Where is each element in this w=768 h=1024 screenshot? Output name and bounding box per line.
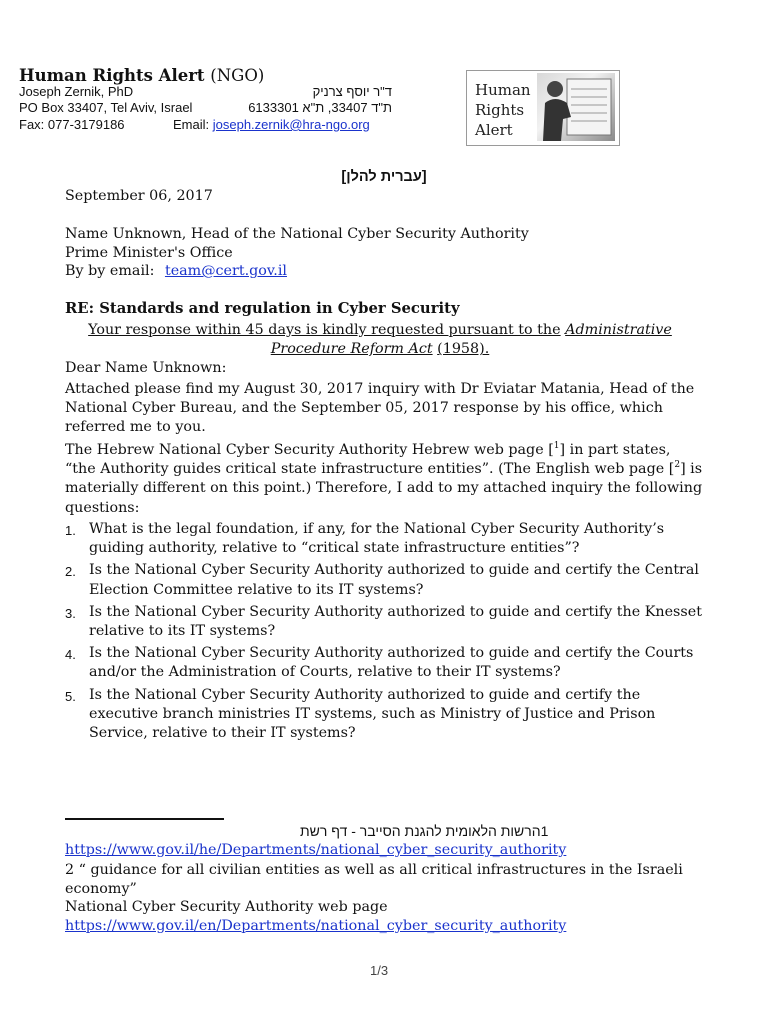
sender-name-en: Joseph Zernik, PhD — [19, 84, 134, 99]
footnote-ref-2[interactable]: 2 — [674, 460, 681, 471]
question-text: Is the National Cyber Security Authority authorized to guide and certify the Knesset relative to its IT systems? — [89, 603, 702, 640]
sender-email-link[interactable]: joseph.zernik@hra-ngo.org — [212, 117, 370, 132]
response-request — [70, 321, 690, 359]
question-number: 1. — [65, 523, 76, 538]
list-item — [65, 520, 705, 558]
request-act-year: (1958). — [437, 341, 490, 358]
request-act-name: Administrative Procedure Reform Act — [270, 322, 672, 358]
org-name — [19, 66, 264, 85]
question-number: 2. — [65, 564, 76, 580]
footnote-1-hebrew — [300, 823, 700, 839]
footnote-1-link[interactable]: https://www.gov.il/he/Departments/national_cyber_security_authority — [65, 842, 567, 858]
paragraph-text: The Hebrew National Cyber Security Authority Hebrew web page [ — [65, 442, 554, 458]
question-text: Is the National Cyber Security Authority authorized to guide and certify the Courts and/or the Administration of Courts, relative to their IT systems? — [89, 645, 694, 681]
footnote-1-number: 1 — [540, 823, 549, 839]
subject-line: RE: Standards and regulation in Cyber Security — [65, 300, 460, 317]
address-he: ת"ד 33407, ת"א 6133301 — [248, 100, 392, 115]
email-row — [173, 117, 370, 132]
address-en: PO Box 33407, Tel Aviv, Israel — [19, 100, 193, 115]
questions-list — [65, 520, 705, 746]
footnote-2-text: 2 “ guidance for all civilian entities as well as all critical infrastructures in the Israeli economy” — [65, 862, 683, 898]
footnote-2-label: National Cyber Security Authority web page — [65, 899, 388, 915]
recipient-email-prefix: By by email: — [65, 263, 155, 279]
sender-name-he: ד"ר יוסף צרניק — [312, 84, 392, 99]
logo-wordmark — [475, 80, 531, 140]
question-number: 4. — [65, 647, 76, 663]
logo-photo — [537, 73, 615, 141]
list-item — [65, 603, 705, 641]
list-item — [65, 686, 705, 744]
email-label: Email: — [173, 117, 210, 132]
letter-date: September 06, 2017 — [65, 188, 213, 204]
question-text: What is the legal foundation, if any, for the National Cyber Security Authority’s guiding authority, relative to “critical state infrastructure entities”? — [89, 521, 665, 557]
question-text: Is the National Cyber Security Authority authorized to guide and certify the executive branch ministries IT systems, such as Ministry of Justice and Prison Service, relative to their IT systems? — [89, 686, 656, 742]
list-item — [65, 644, 705, 682]
footnote-separator — [65, 818, 224, 820]
logo-line: Alert — [475, 121, 513, 139]
logo-line: Human — [475, 81, 531, 99]
salutation: Dear Name Unknown: — [65, 360, 227, 376]
org-suffix: (NGO) — [210, 66, 265, 85]
footnote-ref-1[interactable]: 1 — [553, 441, 560, 452]
recipient-line-2: Prime Minister's Office — [65, 245, 233, 261]
recipient-line-1: Name Unknown, Head of the National Cyber Security Authority — [65, 226, 529, 242]
question-number: 3. — [65, 605, 76, 621]
paragraph-text: ] is materially different on this point.) Therefore, I add to my attached inquiry the following questions: — [65, 461, 703, 516]
logo-line: Rights — [475, 101, 525, 119]
hra-logo — [466, 70, 620, 146]
fax-number: Fax: 077-3179186 — [19, 117, 125, 132]
paragraph-web-page — [65, 441, 705, 518]
paragraph-attached-inquiry: Attached please find my August 30, 2017 inquiry with Dr Eviatar Matania, Head of the National Cyber Bureau, and the September 05, 2017 response by his office, which referred me to you. — [65, 381, 695, 436]
list-item — [65, 561, 705, 599]
paragraph-text: ] in part states, “the Authority guides critical state infrastructure entities”. (The English web page [ — [65, 442, 675, 478]
recipient-email-row — [65, 263, 287, 279]
recipient-email-link[interactable]: team@cert.gov.il — [164, 263, 287, 279]
hebrew-below-notice: [עברית להלן] — [341, 169, 427, 185]
footnote-1-text: הרשות הלאומית להגנת הסייבר - דף רשת — [300, 823, 541, 839]
question-number: 5. — [65, 688, 76, 704]
footnote-2-link[interactable]: https://www.gov.il/en/Departments/national_cyber_security_authority — [65, 918, 567, 934]
request-text: Your response within 45 days is kindly requested pursuant to the — [88, 322, 561, 338]
page-number: 1/3 — [370, 963, 389, 978]
org-name-text: Human Rights Alert — [19, 66, 205, 85]
question-text: Is the National Cyber Security Authority authorized to guide and certify the Central Election Committee relative to its IT systems? — [89, 562, 699, 598]
logo-figure-icon — [537, 73, 615, 141]
